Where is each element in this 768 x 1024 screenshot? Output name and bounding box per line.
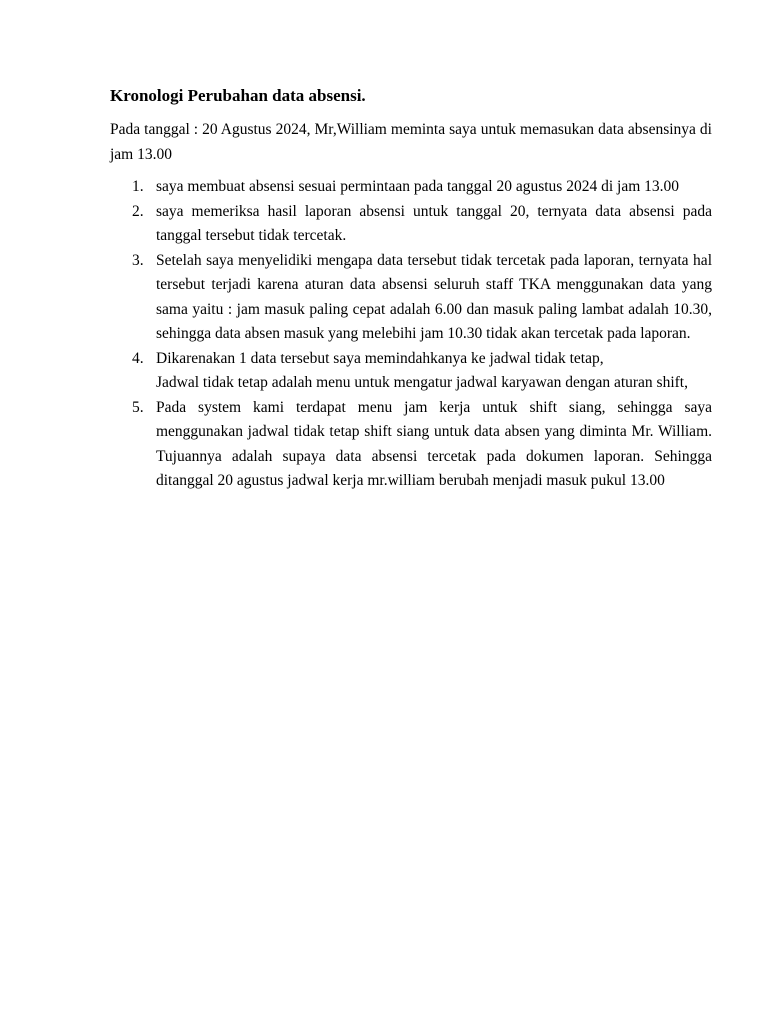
list-number: 3. <box>132 251 144 269</box>
list-item-4 <box>110 347 712 396</box>
list-item-2 <box>110 200 712 249</box>
list-item-text: Dikarenakan 1 data tersebut saya memindahkanya ke jadwal tidak tetap, <box>156 349 604 367</box>
list-number: 5. <box>132 398 144 416</box>
list-item-1 <box>110 175 712 200</box>
document-page <box>110 84 712 494</box>
list-item-5 <box>110 396 712 494</box>
list-item-text: saya memeriksa hasil laporan absensi untuk tanggal 20, ternyata data absensi pada tanggal tersebut tidak tercetak. <box>156 202 712 244</box>
list-item-text: saya membuat absensi sesuai permintaan pada tanggal 20 agustus 2024 di jam 13.00 <box>156 178 680 195</box>
chronology-list <box>110 175 712 494</box>
intro-paragraph: Pada tanggal : 20 Agustus 2024, Mr,William meminta saya untuk memasukan data absensinya di jam 13.00 <box>110 121 712 163</box>
list-item-text: Setelah saya menyelidiki mengapa data tersebut tidak tercetak pada laporan, ternyata hal tersebut terjadi karena aturan data absensi seluruh staff TKA menggunakan data yang sama yaitu : jam masuk paling cepat adalah 6.00 dan masuk paling lambat adalah 10.30, sehingga data absen masuk yang melebihi jam 10.30 tidak akan tercetak pada laporan. <box>156 251 712 342</box>
list-number: 4. <box>132 349 144 367</box>
list-item-3 <box>110 249 712 347</box>
list-number: 2. <box>132 202 144 220</box>
list-item-text: Pada system kami terdapat menu jam kerja untuk shift siang, sehingga saya menggunakan jadwal tidak tetap shift siang untuk data absen yang diminta Mr. William. Tujuannya adalah supaya data absensi tercetak pada dokumen laporan. Sehingga ditanggal 20 agustus jadwal kerja mr.william berubah menjadi masuk pukul 13.00 <box>156 398 712 489</box>
list-item-continuation-text: Jadwal tidak tetap adalah menu untuk mengatur jadwal karyawan dengan aturan shift, <box>156 374 688 391</box>
list-number: 1. <box>132 178 144 195</box>
document-title: Kronologi Perubahan data absensi. <box>110 86 366 105</box>
